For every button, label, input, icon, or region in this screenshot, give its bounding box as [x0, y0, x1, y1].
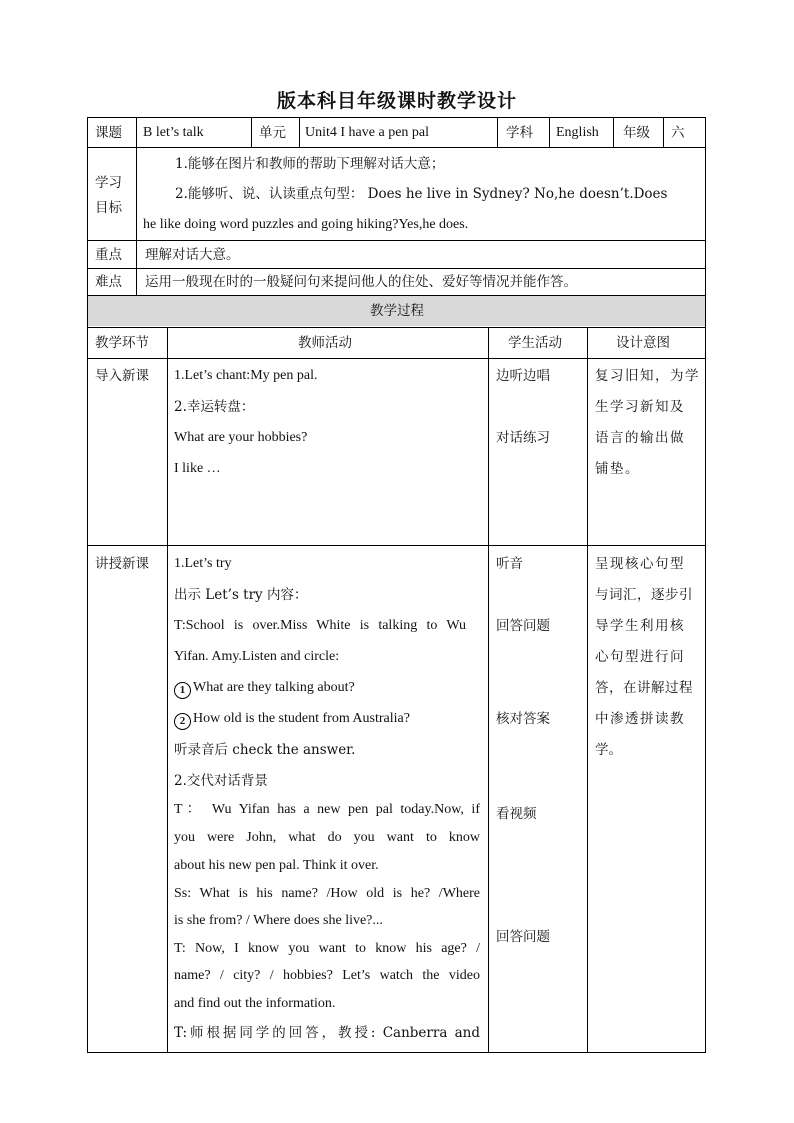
teaching-teacher-13: is she from? / Where does she live?... — [174, 913, 383, 928]
key-point-value: 理解对话大意。 — [145, 247, 240, 263]
subject-value: English — [556, 125, 599, 140]
teaching-teacher-17: T:师根据同学的回答，教授: Canberra and — [174, 1025, 480, 1041]
grade-label: 年级 — [623, 125, 650, 141]
intro-intent-1: 复习旧知，为学 — [595, 368, 700, 384]
intro-teacher-3: What are your hobbies? — [174, 430, 308, 445]
teaching-teacher-16: and find out the information. — [174, 996, 336, 1011]
teaching-teacher-14: T: Now, I know you want to know his age? / — [174, 941, 480, 956]
teaching-intent-6: 中渗透拼读教 — [595, 711, 685, 727]
teaching-intent-1: 呈现核心句型 — [595, 556, 685, 572]
teaching-teacher-10: you were John, what do you want to know — [174, 830, 480, 845]
teaching-student-3: 核对答案 — [496, 711, 550, 727]
unit-label: 单元 — [259, 125, 286, 141]
difficulty-label: 难点 — [95, 274, 122, 290]
teaching-question-2: How old is the student from Australia? — [193, 711, 410, 726]
objectives-label-1: 学习 — [95, 175, 122, 191]
teaching-teacher-2: 出示 Let’s try 内容： — [174, 587, 308, 603]
teaching-intent-2: 与词汇，逐步引 — [595, 587, 693, 603]
teaching-teacher-5 — [174, 680, 355, 699]
objective-line-3: he like doing word puzzles and going hiking?Yes,he does. — [143, 217, 469, 232]
teaching-student-5: 回答问题 — [496, 929, 550, 945]
objective-line-2: 2.能够听、说、认读重点句型： Does he live in Sydney? No,he doesn’t.Does — [175, 186, 668, 202]
teaching-teacher-1: 1.Let’s try — [174, 556, 232, 571]
teaching-stage: 讲授新课 — [95, 556, 149, 572]
col-stage: 教学环节 — [95, 335, 149, 351]
teaching-intent-4: 心句型进行问 — [595, 649, 685, 665]
intro-teacher-2: 2.幸运转盘： — [174, 399, 255, 415]
key-point-label: 重点 — [95, 247, 122, 263]
intro-student-2: 对话练习 — [496, 430, 550, 446]
teaching-intent-7: 学。 — [595, 742, 622, 758]
teaching-intent-3: 导学生利用核 — [595, 618, 685, 634]
circled-number-1: 1 — [174, 682, 191, 699]
intro-intent-4: 铺垫。 — [595, 461, 640, 477]
process-title: 教学过程 — [370, 303, 424, 319]
teaching-teacher-12: Ss: What is his name? /How old is he? /Where — [174, 886, 480, 901]
col-teacher: 教师活动 — [298, 335, 352, 351]
course-label: 课题 — [95, 125, 122, 141]
circled-number-2: 2 — [174, 713, 191, 730]
teaching-teacher-6 — [174, 711, 410, 730]
teaching-teacher-4: Yifan. Amy.Listen and circle: — [174, 649, 340, 664]
objectives-label-2: 目标 — [95, 200, 122, 216]
objective-line-1: 1.能够在图片和教师的帮助下理解对话大意； — [175, 156, 445, 172]
subject-label: 学科 — [506, 125, 533, 141]
col-intent: 设计意图 — [616, 335, 670, 351]
grade-value: 六 — [671, 125, 685, 141]
teaching-teacher-3: T:School is over.Miss White is talking to Wu — [174, 618, 466, 633]
intro-intent-2: 生学习新知及 — [595, 399, 685, 415]
teaching-question-1: What are they talking about? — [193, 680, 355, 695]
teaching-teacher-7: 听录音后 check the answer. — [174, 742, 356, 758]
difficulty-value: 运用一般现在时的一般疑问句来提问他人的住处、爱好等情况并能作答。 — [145, 274, 577, 290]
teaching-teacher-15: name? / city? / hobbies? Let’s watch the video — [174, 968, 480, 983]
intro-teacher-1: 1.Let’s chant:My pen pal. — [174, 368, 318, 383]
unit-value: Unit4 I have a pen pal — [305, 125, 430, 140]
teaching-student-2: 回答问题 — [496, 618, 550, 634]
teaching-student-1: 听音 — [496, 556, 523, 572]
intro-stage: 导入新课 — [95, 368, 149, 384]
intro-intent-3: 语言的输出做 — [595, 430, 685, 446]
intro-teacher-4: I like … — [174, 461, 221, 476]
document-title: 版本科目年级课时教学设计 — [276, 90, 517, 112]
col-student: 学生活动 — [508, 335, 562, 351]
teaching-teacher-11: about his new pen pal. Think it over. — [174, 858, 379, 873]
teaching-teacher-8: 2.交代对话背景 — [174, 773, 268, 789]
teaching-student-4: 看视频 — [496, 806, 537, 822]
intro-student-1: 边听边唱 — [496, 368, 550, 384]
course-value: B let’s talk — [143, 125, 204, 140]
teaching-intent-5: 答，在讲解过程 — [595, 680, 693, 696]
teaching-teacher-9: T： Wu Yifan has a new pen pal today.Now, if — [174, 802, 480, 817]
